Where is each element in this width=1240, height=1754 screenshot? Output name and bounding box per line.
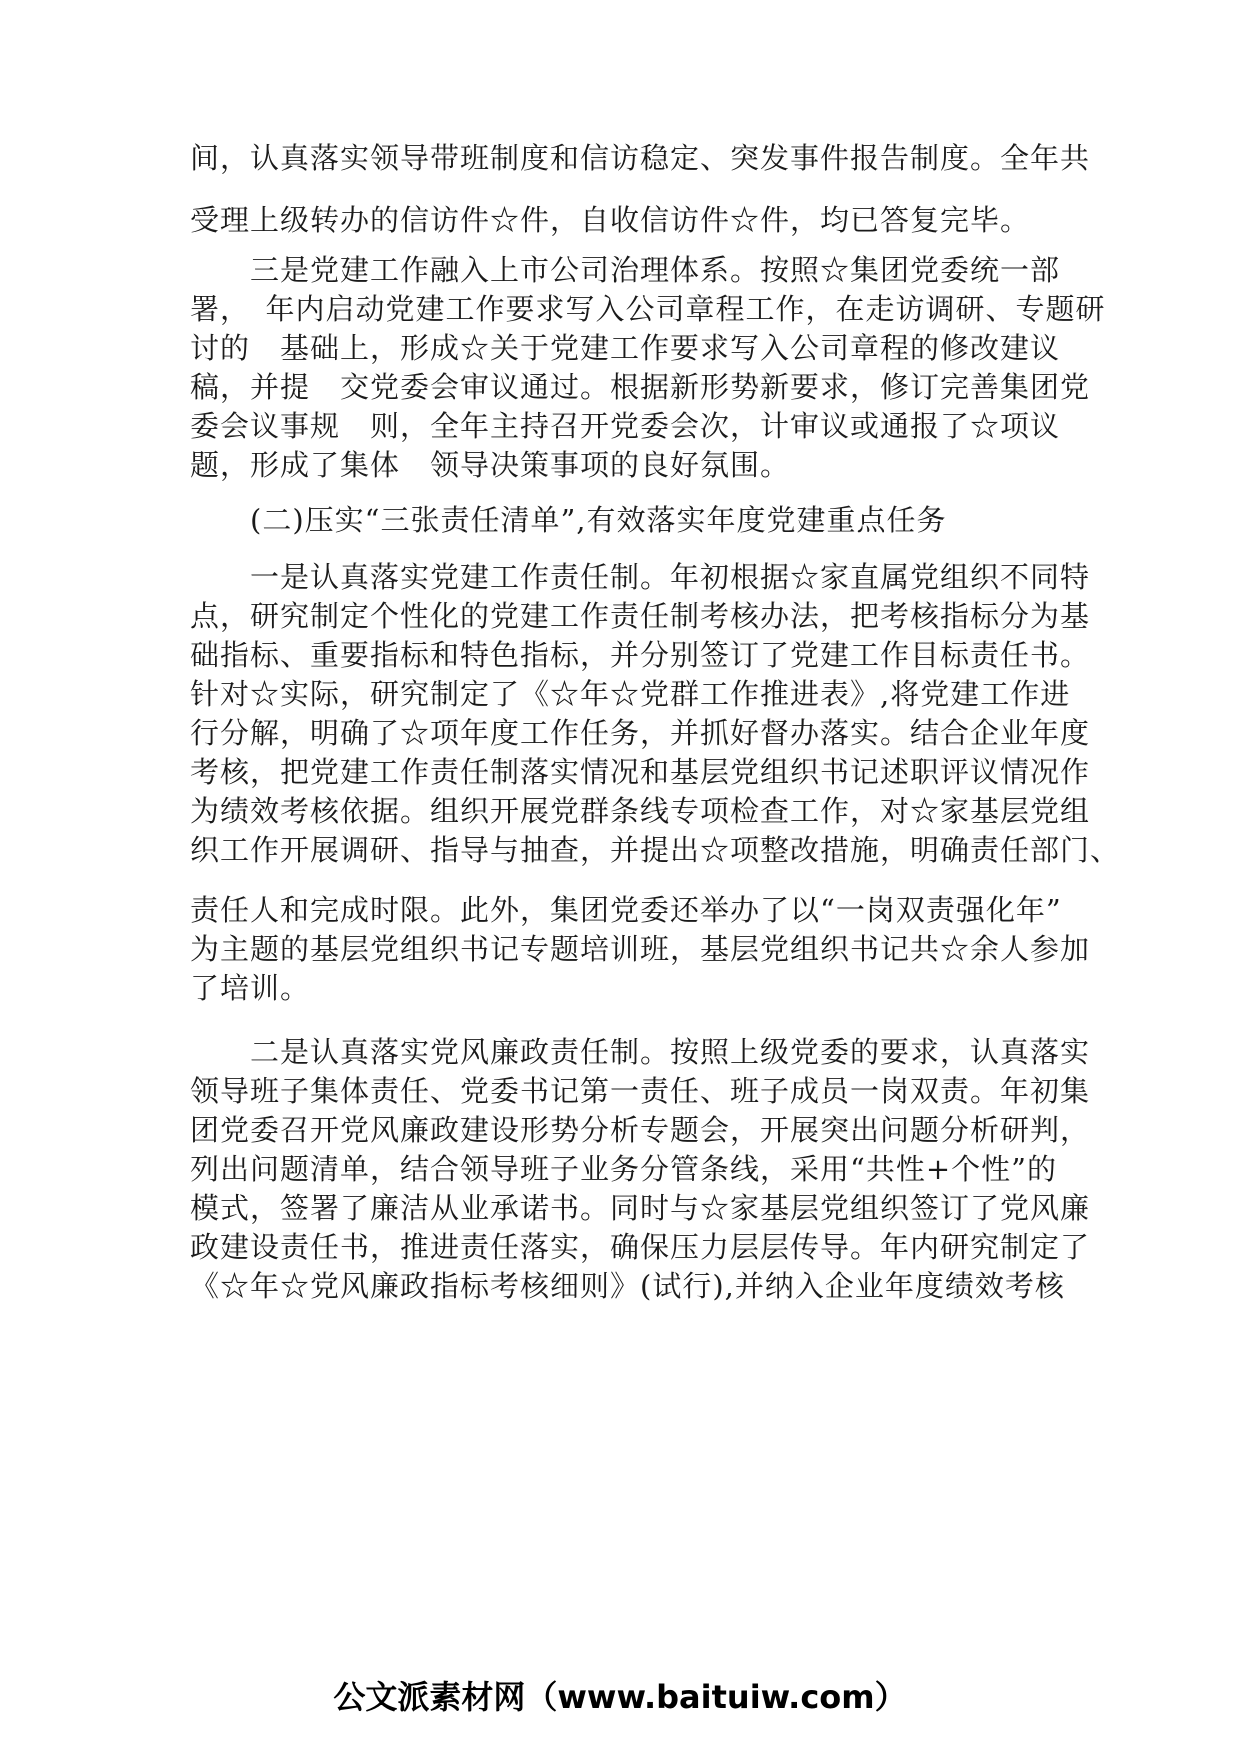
text-line: 政建设责任书，推进责任落实，确保压力层层传导。年内研究制定了 [190, 1230, 1091, 1264]
text-line: 了培训。 [190, 971, 311, 1005]
text-line: 列出问题清单，结合领导班子业务分管条线，采用“共性+个性”的 [190, 1152, 1057, 1186]
text-line: 三是党建工作融入上市公司治理体系。按照☆集团党委统一部 [190, 253, 1061, 287]
text-line: 一是认真落实党建工作责任制。年初根据☆家直属党组织不同特 [190, 560, 1091, 594]
text-line: 模式，签署了廉洁从业承诺书。同时与☆家基层党组织签订了党风廉 [190, 1191, 1091, 1225]
text-line: 《☆年☆党风廉政指标考核细则》(试行),并纳入企业年度绩效考核 [190, 1269, 1065, 1303]
text-line: 稿，并提 交党委会审议通过。根据新形势新要求，修订完善集团党 [190, 370, 1091, 404]
text-line: 讨的 基础上，形成☆关于党建工作要求写入公司章程的修改建议 [190, 331, 1061, 365]
text-line: 二是认真落实党风廉政责任制。按照上级党委的要求，认真落实 [190, 1035, 1091, 1069]
text-line: 为主题的基层党组织书记专题培训班，基层党组织书记共☆余人参加 [190, 932, 1091, 966]
text-line: 题，形成了集体 领导决策事项的良好氛围。 [190, 448, 791, 482]
text-line: 领导班子集体责任、党委书记第一责任、班子成员一岗双责。年初集 [190, 1074, 1091, 1108]
text-line: 行分解，明确了☆项年度工作任务，并抓好督办落实。结合企业年度 [190, 716, 1091, 750]
text-line: 点，研究制定个性化的党建工作责任制考核办法，把考核指标分为基 [190, 599, 1091, 633]
section-heading: (二)压实“三张责任清单”,有效落实年度党建重点任务 [190, 503, 947, 537]
text-line: 署， 年内启动党建工作要求写入公司章程工作，在走访调研、专题研 [190, 292, 1106, 326]
text-line: 础指标、重要指标和特色指标，并分别签订了党建工作目标责任书。 [190, 638, 1091, 672]
text-line: 为绩效考核依据。组织开展党群条线专项检查工作，对☆家基层党组 [190, 794, 1091, 828]
text-line: 织工作开展调研、指导与抽查，并提出☆项整改措施，明确责任部门、 [190, 833, 1121, 867]
text-line: 受理上级转办的信访件☆件，自收信访件☆件，均已答复完毕。 [190, 203, 1031, 237]
text-line: 责任人和完成时限。此外，集团党委还举办了以“一岗双责强化年” [190, 893, 1062, 927]
text-line: 考核，把党建工作责任制落实情况和基层党组织书记述职评议情况作 [190, 755, 1091, 789]
text-line: 委会议事规 则，全年主持召开党委会次，计审议或通报了☆项议 [190, 409, 1061, 443]
footer-watermark[interactable]: 公文派素材网（www.baituiw.com） [333, 1678, 907, 1716]
text-line: 团党委召开党风廉政建设形势分析专题会，开展突出问题分析研判， [190, 1113, 1091, 1147]
text-line: 间，认真落实领导带班制度和信访稳定、突发事件报告制度。全年共 [190, 141, 1091, 175]
text-line: 针对☆实际，研究制定了《☆年☆党群工作推进表》,将党建工作进 [190, 677, 1071, 711]
